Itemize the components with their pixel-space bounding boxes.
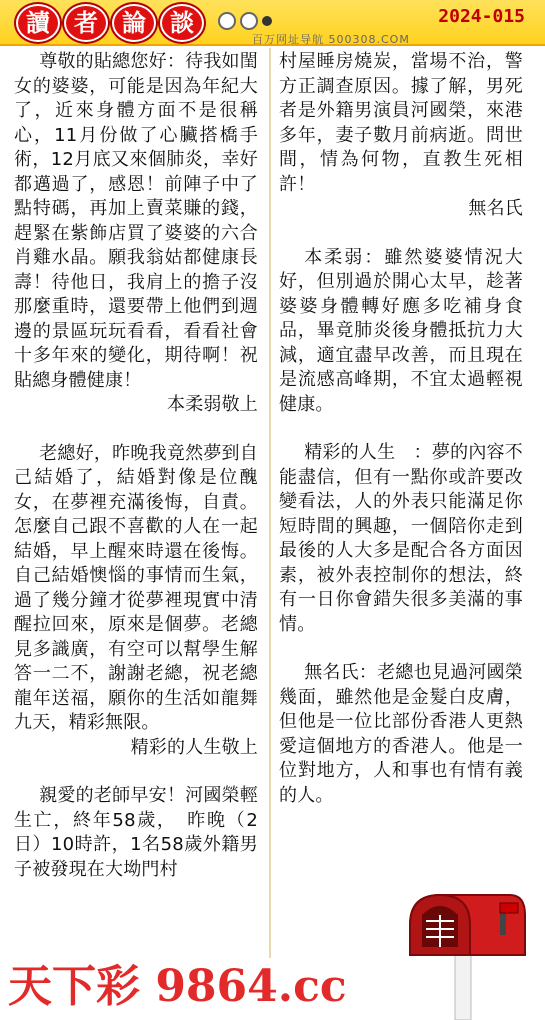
paragraph-gap [279,417,523,441]
title-char-2: 者 [64,4,108,42]
reply-paragraph: 村屋睡房燒炭，當場不治，警方正調查原因。據了解，男死者是外籍男演員河國榮，來港多年，妻子數月前病逝。問世間，情為何物，直教生死相許！ [279,51,523,195]
paragraph-gap [279,222,523,246]
header-banner [0,0,545,46]
title-char-1: 讀 [16,4,60,42]
right-column [279,50,523,808]
column-divider [269,48,271,958]
left-column [14,50,258,882]
filled-dot-icon [262,16,272,26]
letter-signature: 精彩的人生敬上 [130,736,258,758]
paragraph-gap [14,418,258,442]
letter-paragraph: 尊敬的貼總您好：待我如閨女的婆婆，可能是因為年紀大了，近來身體方面不是很稱心，11月份做了心臟搭橋手術，12月底又來個肺炎，幸好都邁過了，感恩！前陣子中了點特碼，再加上賣菜賺的錢，趕緊在紫飾店買了婆婆的六合肖雞水晶。願我翁姑都健康長壽！待他日，我肩上的擔子沒那麼重時，還要帶上他們到週邊的景區玩玩看看，看看社會十多年來的變化，期待啊！祝貼總身體健康！ [14,51,258,391]
paragraph-gap [279,637,523,661]
title-char-3: 論 [112,4,156,42]
letter-paragraph: 老總好，昨晚我竟然夢到自己結婚了，結婚對像是位醜女，在夢裡充滿後悔，自責。怎麼自己跟不喜歡的人在一起結婚，早上醒來時還在後悔。自己結婚懊惱的事情而生氣，過了幾分鐘才從夢裡現實中清醒拉回來，原來是個夢。老總見多識廣，有空可以幫學生解答一二不，謝謝老總，祝老總龍年送福，願你的生活如龍舞九天，精彩無限。 [14,442,258,733]
paragraph-gap [14,760,258,784]
mailbox-icon [400,885,530,1020]
site-watermark: 百万网址导航 500308.COM [252,33,410,46]
title-char-4: 談 [160,4,204,42]
letter-signature: 本柔弱敬上 [167,394,258,415]
letter-paragraph: 親愛的老師早安！河國榮輕生亡，終年58歲， 昨晚（2日）10時許，1名58歲外籍男子被發現在大坳門村 [14,785,258,880]
reply-paragraph: 本柔弱：雖然婆婆情況大好，但別過於開心太早，趁著婆婆身體轉好應多吃補身食品，畢竟肺炎後身體抵抗力大減，適宜盡早改善，而且現在是流感高峰期，不宜太過輕視健康。 [279,246,523,415]
footer-watermark: 天下彩 9864.cc [8,961,347,1012]
decor-dots [218,12,272,30]
letter-signature: 無名氏 [468,198,523,219]
issue-number: 2024-015 [438,6,525,27]
reply-paragraph: 無名氏：老總也見過河國榮幾面，雖然他是金髮白皮膚，但他是一位比部份香港人更熱愛這個地方的香港人。他是一位對地方，人和事也有情有義的人。 [279,662,523,806]
circle-dot-icon [218,12,236,30]
circle-dot-icon [240,12,258,30]
reply-paragraph: 精彩的人生 ：夢的內容不能盡信，但有一點你或許要改變看法，人的外表只能滿足你短時間的興趣，一個陪你走到最後的人大多是配合各方面因素，被外表控制你的想法，終有一日你會錯失很多美滿的事情。 [279,442,523,635]
column-title [16,4,204,42]
